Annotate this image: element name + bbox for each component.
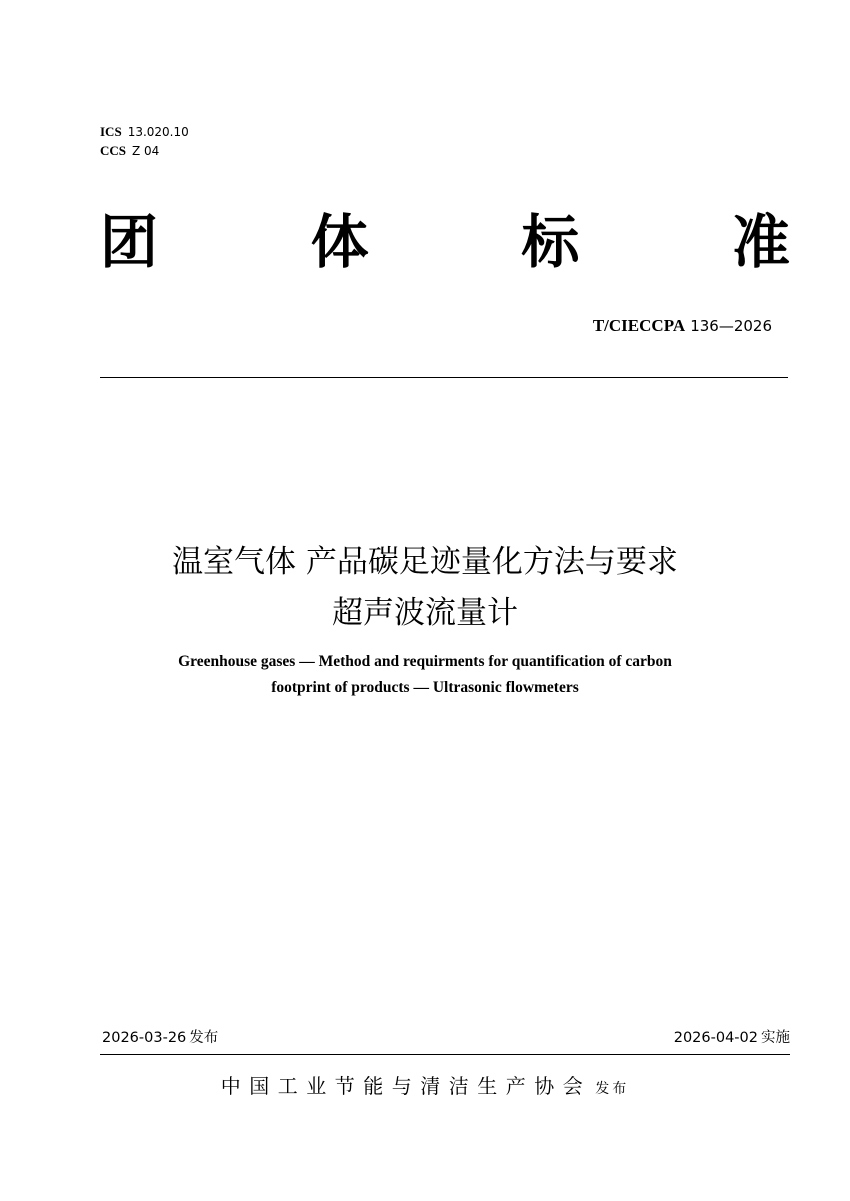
title-chinese-line-1: 温室气体 产品碳足迹量化方法与要求 [172,544,678,580]
standard-number-prefix: T/CIECCPA [592,316,686,335]
ics-label: ICS [100,124,122,139]
standard-number [593,316,772,336]
implementation-date-word: 实施 [761,1030,790,1046]
ccs-label: CCS [100,143,127,158]
title-english-line-1: Greenhouse gases — Method and requirments for quantification of carbon [178,653,672,670]
document-type-char: 准 [731,208,790,276]
bottom-divider [100,1054,790,1055]
publisher-name: 中国工业节能与清洁生产协会 [220,1074,592,1098]
title-english-line-2: footprint of products — Ultrasonic flowmeters [271,679,579,696]
issue-date-value: 2026-03-26 [102,1030,187,1046]
ics-value: 13.020.10 [127,125,189,139]
publisher-action: 发布 [595,1081,630,1097]
implementation-date [674,1028,790,1048]
document-type-char: 体 [310,208,369,276]
document-type-heading [100,205,790,279]
ics-code [100,124,189,140]
document-type-char: 团 [100,208,159,276]
implementation-date-value: 2026-04-02 [673,1030,758,1046]
top-divider [100,377,788,378]
title-chinese-line-2: 超声波流量计 [332,595,518,631]
ccs-code [100,143,159,159]
ccs-value: Z 04 [132,144,160,158]
standard-number-suffix: 136—2026 [690,317,772,335]
issue-date-word: 发布 [189,1030,219,1046]
document-type-char: 标 [521,208,580,276]
publisher-line [0,1071,850,1104]
issue-date [102,1028,218,1048]
